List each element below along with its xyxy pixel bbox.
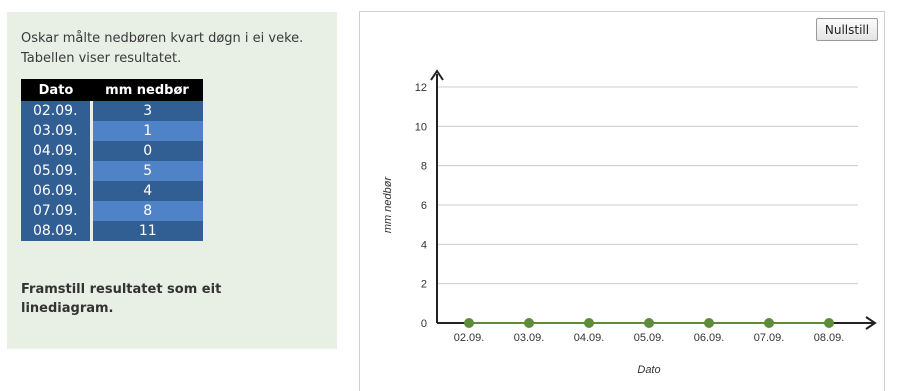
chart-grid — [437, 87, 858, 284]
table-cell-value: 11 — [91, 221, 203, 241]
x-tick-label: 08.09. — [813, 332, 845, 344]
draggable-data-point[interactable] — [524, 318, 534, 328]
y-axis-title: mm nedbør — [382, 176, 394, 234]
draggable-data-point[interactable] — [584, 318, 594, 328]
intro-line-2: Tabellen viser resultatet. — [21, 51, 182, 66]
table-cell-date: 04.09. — [21, 141, 91, 161]
table-cell-date: 05.09. — [21, 161, 91, 181]
table-cell-value: 3 — [91, 101, 203, 121]
table-header-date: Dato — [21, 79, 91, 101]
x-tick-label: 02.09. — [453, 332, 485, 344]
table-cell-value: 4 — [91, 181, 203, 201]
table-cell-date: 08.09. — [21, 221, 91, 241]
draggable-data-point[interactable] — [824, 318, 834, 328]
reset-button[interactable]: Nullstill — [816, 18, 878, 41]
chart-ticks — [415, 82, 845, 344]
instruction-line-2: linediagram. — [21, 301, 114, 316]
table-header-value: mm nedbør — [91, 79, 203, 101]
table-cell-value: 1 — [91, 121, 203, 141]
table-cell-date: 07.09. — [21, 201, 91, 221]
table-cell-date: 03.09. — [21, 121, 91, 141]
draggable-data-point[interactable] — [704, 318, 714, 328]
draggable-data-point[interactable] — [644, 318, 654, 328]
table-cell-value: 8 — [91, 201, 203, 221]
x-tick-label: 07.09. — [753, 332, 785, 344]
y-tick-label: 0 — [420, 318, 427, 330]
y-tick-label: 10 — [414, 121, 427, 134]
table-cell-value: 5 — [91, 161, 203, 181]
y-tick-label: 4 — [420, 239, 427, 252]
table-cell-value: 0 — [91, 141, 203, 161]
y-tick-label: 2 — [420, 278, 427, 291]
table-cell-date: 06.09. — [21, 181, 91, 201]
y-tick-label: 12 — [414, 82, 427, 94]
draggable-data-point[interactable] — [464, 318, 474, 328]
x-axis-title: Dato — [637, 364, 661, 376]
instruction-line-1: Framstill resultatet som eit — [21, 282, 222, 297]
y-tick-label: 6 — [420, 200, 427, 212]
intro-line-1: Oskar målte nedbøren kvart døgn i ei veke. — [21, 31, 304, 46]
chart-axes — [431, 71, 875, 329]
x-tick-label: 06.09. — [693, 332, 725, 344]
x-tick-label: 04.09. — [573, 332, 605, 344]
x-tick-label: 05.09. — [633, 332, 665, 344]
draggable-data-point[interactable] — [764, 318, 774, 328]
table-cell-date: 02.09. — [21, 101, 91, 121]
x-tick-label: 03.09. — [513, 332, 545, 344]
y-tick-label: 8 — [420, 160, 427, 173]
